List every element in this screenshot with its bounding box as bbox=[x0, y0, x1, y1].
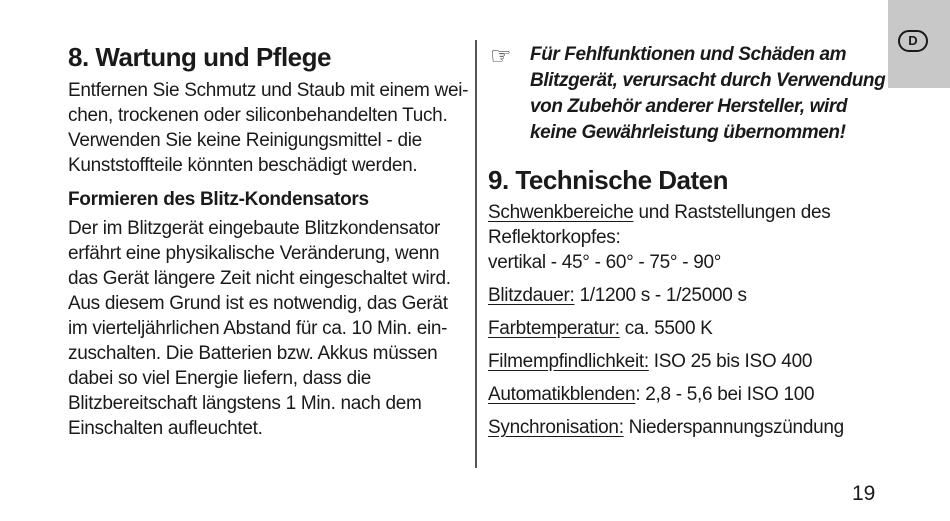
text-line: Aus diesem Grund ist es notwendig, das Gerät bbox=[68, 293, 448, 314]
spec-auto-apertures bbox=[488, 383, 814, 407]
spec-value: 1/1200 s - 1/25000 s bbox=[574, 285, 747, 306]
spec-label: Synchronisation: bbox=[488, 417, 624, 438]
spec-label: Farbtemperatur: bbox=[488, 318, 620, 339]
spec-color-temperature bbox=[488, 317, 713, 341]
text-line: dabei so viel Energie liefern, dass die bbox=[68, 368, 372, 389]
text-line: zuschalten. Die Batterien bzw. Akkus müssen bbox=[68, 343, 438, 364]
text-line: das Gerät längere Zeit nicht eingeschaltet wird. bbox=[68, 268, 451, 289]
spec-label: Filmempfindlichkeit: bbox=[488, 351, 649, 372]
text-line: Der im Blitzgerät eingebaute Blitzkondensator bbox=[68, 218, 440, 239]
text-line: Entfernen Sie Schmutz und Staub mit einem wei- bbox=[68, 80, 469, 101]
note-line: von Zubehör anderer Hersteller, wird bbox=[530, 96, 848, 117]
text-line: Verwenden Sie keine Reinigungsmittel - die bbox=[68, 130, 422, 151]
section-9-title: 9. Technische Daten bbox=[488, 165, 728, 195]
spec-film-speed bbox=[488, 350, 812, 374]
pointing-hand-icon: ☞ bbox=[490, 43, 512, 70]
text-line: Kunststoffteile könnten beschädigt werden. bbox=[68, 155, 418, 176]
capacitor-subheading: Formieren des Blitz-Kondensators bbox=[68, 189, 369, 210]
column-divider bbox=[475, 40, 477, 468]
spec-label: Schwenkbereiche bbox=[488, 202, 634, 223]
swivel-range-line-2: Reflektorkopfes: bbox=[488, 227, 621, 248]
spec-flash-duration bbox=[488, 284, 747, 308]
note-line: Für Fehlfunktionen und Schäden am bbox=[530, 44, 847, 65]
spec-value: Niederspannungszündung bbox=[623, 417, 844, 438]
spec-synchronisation bbox=[488, 416, 844, 440]
spec-label: Automatikblenden bbox=[488, 384, 636, 405]
note-line: Blitzgerät, verursacht durch Verwendung bbox=[530, 70, 886, 91]
text-line: Einschalten aufleuchtet. bbox=[68, 418, 263, 439]
warranty-note bbox=[530, 42, 885, 146]
note-line: keine Gewährleistung übernommen! bbox=[530, 122, 846, 143]
swivel-range-values: vertikal - 45° - 60° - 75° - 90° bbox=[488, 252, 722, 273]
text-line: chen, trockenen oder siliconbehandelten Tuch. bbox=[68, 105, 448, 126]
language-tab-letter: D bbox=[898, 30, 928, 52]
spec-value: ca. 5500 K bbox=[619, 318, 713, 339]
page-number: 19 bbox=[852, 482, 876, 505]
spec-value: : 2,8 - 5,6 bei ISO 100 bbox=[635, 384, 815, 405]
text-line: Blitzbereitschaft längstens 1 Min. nach dem bbox=[68, 393, 422, 414]
text-line: erfährt eine physikalische Veränderung, wenn bbox=[68, 243, 440, 264]
section-8-title: 8. Wartung und Pflege bbox=[68, 42, 331, 72]
spec-value: und Raststellungen des bbox=[633, 202, 831, 223]
spec-value: ISO 25 bis ISO 400 bbox=[648, 351, 813, 372]
swivel-range-line bbox=[488, 201, 830, 225]
maintenance-paragraph bbox=[68, 78, 468, 178]
text-line: im vierteljährlichen Abstand für ca. 10 Min. ein- bbox=[68, 318, 448, 339]
capacitor-paragraph bbox=[68, 216, 451, 441]
spec-label: Blitzdauer: bbox=[488, 285, 575, 306]
